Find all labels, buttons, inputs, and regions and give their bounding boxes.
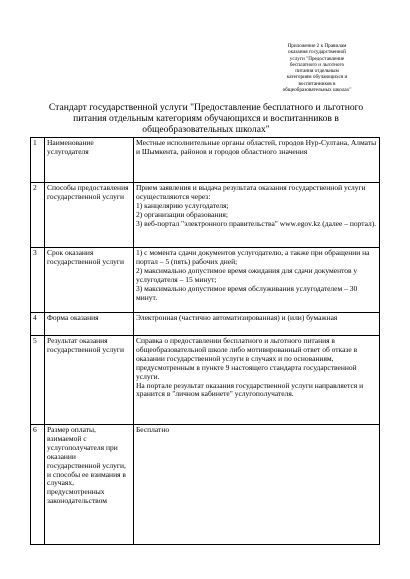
service-standard-table <box>30 137 380 545</box>
value-line: 2) организации образования; <box>136 209 228 219</box>
row-number: 1 <box>31 138 45 183</box>
appendix-note <box>258 43 376 93</box>
appendix-line: воспитанников в <box>298 80 336 87</box>
value-line: Бесплатно <box>136 425 170 434</box>
row-value <box>134 425 380 545</box>
appendix-line: общеобразовательных школах" <box>282 87 352 94</box>
value-line: 3) максимально допустимое время обслуживания услугодателем – 30 минут. <box>136 283 358 302</box>
row-name: Способы предоставления государственной услуги <box>45 183 134 248</box>
appendix-line: питания отдельным <box>295 68 339 75</box>
value-line: Прием заявления и выдача результата оказания государственной услуги осуществляются через: <box>136 183 366 201</box>
value-line: Местные исполнительные органы областей, городов Нур-Султана, Алматы и Шымкента, районов и городов областного значения <box>136 138 377 156</box>
row-value <box>134 183 380 248</box>
row-number: 5 <box>31 336 45 425</box>
row-value <box>134 336 380 425</box>
table-row <box>31 183 380 248</box>
row-number: 3 <box>31 248 45 313</box>
value-line: 2) максимально допустимое время ожидания для сдачи документов у услугодателя – 15 минут; <box>136 265 358 284</box>
value-line: 3) веб-портал "электронного правительства" www.egov.kz (далее – портал). <box>136 218 377 228</box>
appendix-line: Приложение 2 к Правилам <box>287 43 347 49</box>
appendix-line: категориям обучающихся и <box>286 74 348 81</box>
row-number: 2 <box>31 183 45 248</box>
value-line: Справка о предоставлении бесплатного и льготного питания в общеобразовательной школе либо мотивированный ответ об отказе в оказании государственной услуги в случаях и по основаниям, предусмотренным в пункте 9 настоящего стандарта государственной услуги. <box>136 336 358 381</box>
table-row <box>31 248 380 313</box>
document-title: Стандарт государственной услуги "Предоставление бесплатного и льготного питания отдельным категориям обучающихся и воспитанников в общеобразовательных школах" <box>48 102 364 135</box>
table-row <box>31 313 380 336</box>
row-number: 4 <box>31 313 45 336</box>
value-line: Электронная (частично автоматизированная) и (или) бумажная <box>136 313 338 322</box>
row-value <box>134 248 380 313</box>
row-number: 6 <box>31 425 45 545</box>
table-row <box>31 138 380 183</box>
row-value <box>134 313 380 336</box>
appendix-line: бесплатного и льготного <box>289 61 345 68</box>
row-name: Размер оплаты, взимаемой с услугополучателя при оказании государственной услуги, и способы ее взимания в случаях, предусмотренных законодательством <box>45 425 134 545</box>
value-line: На портале результат оказания государственной услуги направляется и хранится в "личном кабинете" услугополучателя. <box>136 380 364 399</box>
row-name: Форма оказания <box>45 313 134 336</box>
row-name: Наименование услугодателя <box>45 138 134 183</box>
row-value <box>134 138 380 183</box>
value-line: 1) канцелярию услугодателя; <box>136 200 229 210</box>
appendix-line: оказания государственной <box>288 49 346 56</box>
row-name: Срок оказания государственной услуги <box>45 248 134 313</box>
value-line: 1) с момента сдачи документов услугодателю, а также при обращении на портал – 5 (пять) рабочих дней; <box>136 248 370 266</box>
table-row <box>31 336 380 425</box>
row-name: Результат оказания государственной услуги <box>45 336 134 425</box>
table-row <box>31 425 380 545</box>
appendix-line: услуги "Предоставление <box>289 55 345 62</box>
